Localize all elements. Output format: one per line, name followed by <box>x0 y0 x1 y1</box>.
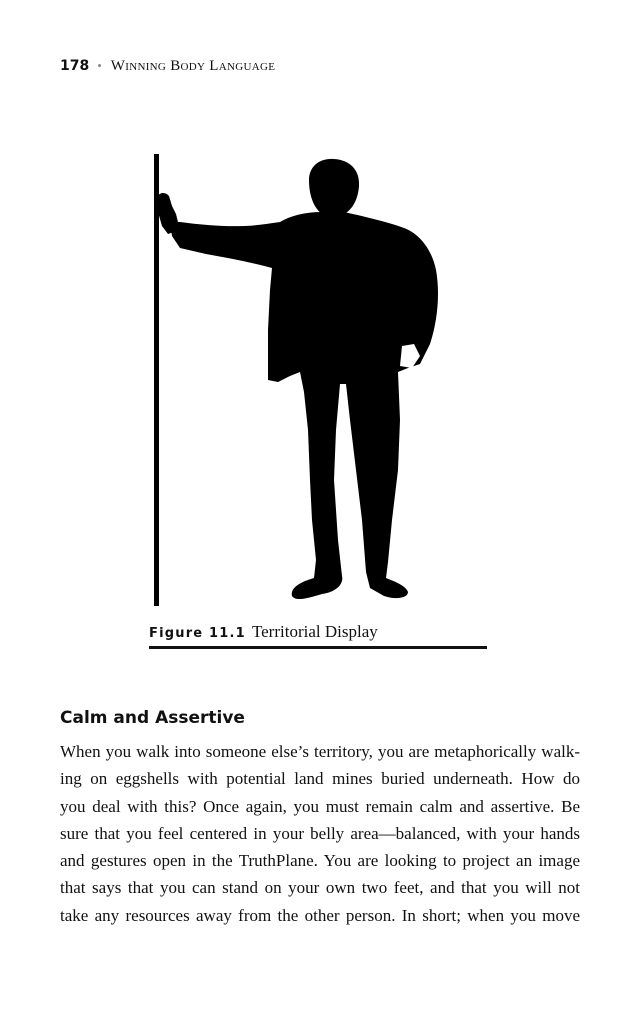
paragraph-line: ing on eggshells with potential land mines buried underneath. How do <box>60 769 580 789</box>
pole <box>154 154 159 606</box>
separator-bullet: • <box>97 58 102 73</box>
figure-caption <box>149 622 378 644</box>
figure-title: Territorial Display <box>251 622 378 641</box>
paragraph-line: take any resources away from the other person. In short; when you move <box>60 905 580 925</box>
man-leaning-on-pole-silhouette-icon <box>154 154 438 606</box>
body-paragraph <box>60 738 580 929</box>
page-number: 178 <box>60 58 90 74</box>
paragraph-line: and gestures open in the TruthPlane. You are looking to project an image <box>60 851 580 871</box>
paragraph-line: that says that you can stand on your own two feet, and that you will not <box>60 878 580 898</box>
book-title: Winning Body Language <box>110 58 276 74</box>
caption-rule <box>149 646 487 649</box>
paragraph-line: sure that you feel centered in your belly area—balanced, with your hands <box>60 823 580 843</box>
figure-label: Figure 11.1 <box>149 626 246 641</box>
head <box>309 159 359 214</box>
paragraph-line: you deal with this? Once again, you must remain calm and assertive. Be <box>60 796 580 816</box>
body <box>170 212 438 599</box>
paragraph-line: When you walk into someone else’s territory, you are metaphorically walk- <box>60 742 580 761</box>
section-heading: Calm and Assertive <box>60 708 245 728</box>
